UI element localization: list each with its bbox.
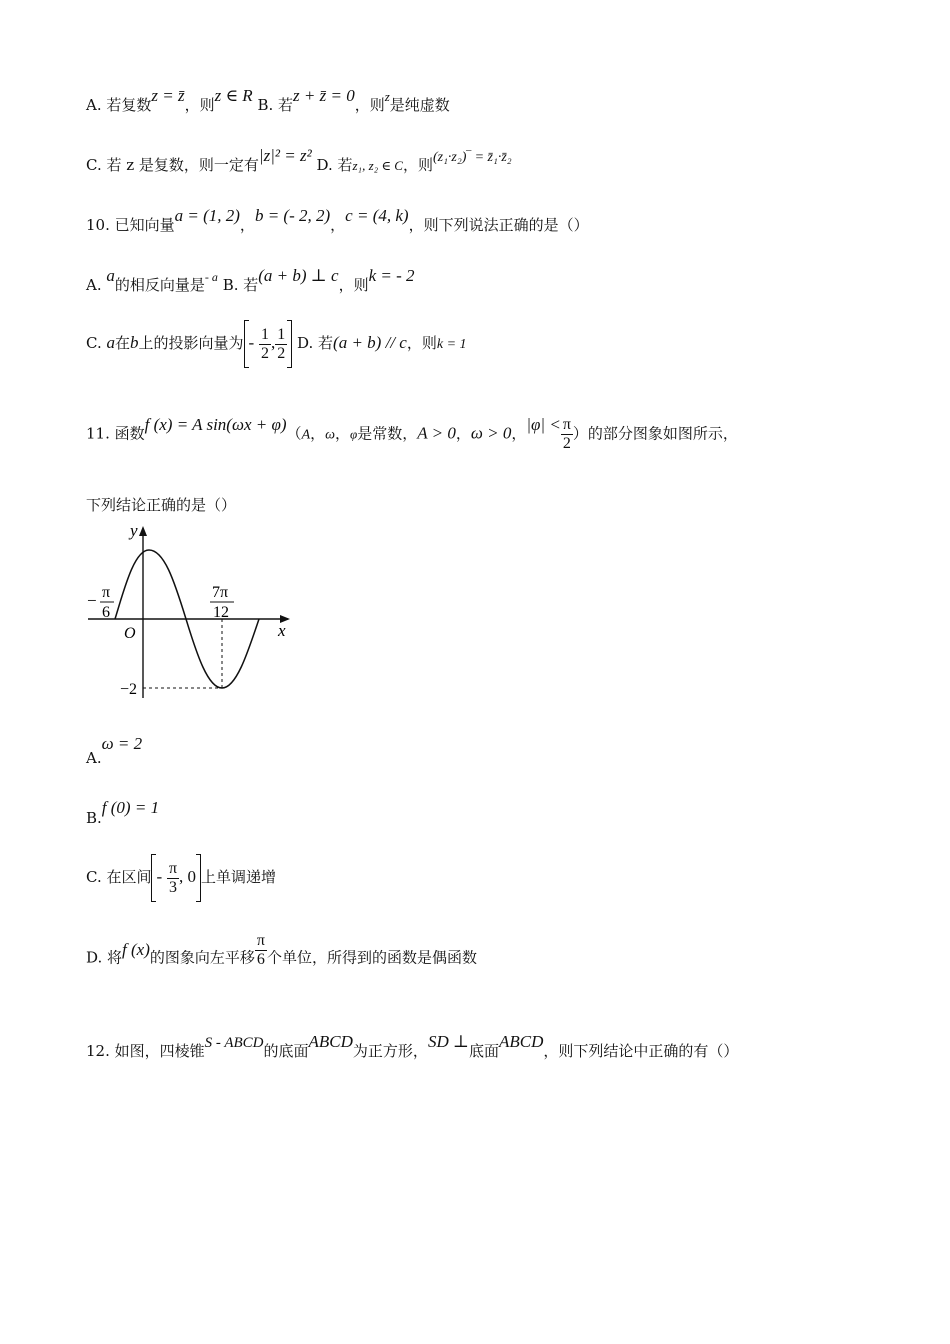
- q11-sep-3: ，: [455, 424, 471, 443]
- q9-d-prefix: D. 若: [316, 156, 353, 174]
- q10-c-frac2-num: 1: [277, 325, 286, 343]
- right-root-den: 12: [213, 604, 229, 621]
- q11-stem-line2: 下列结论正确的是（）: [86, 496, 237, 514]
- q9-b-math1: z + z̄ = 0: [293, 86, 355, 105]
- q10-c-mid1: 在: [115, 334, 131, 352]
- q11-c-prefix: C. 在区间: [86, 868, 152, 886]
- q11-param-omega: ω: [325, 427, 336, 443]
- q10-b-math2: k = - 2: [368, 266, 415, 285]
- q10-a-prefix: A.: [86, 276, 102, 294]
- left-root-num: π: [102, 584, 111, 601]
- q10-d-math2: k = 1: [436, 337, 467, 352]
- q9-a-prefix: A. 若复数: [86, 96, 152, 114]
- q11-cond2: ω > 0: [470, 423, 512, 443]
- q12-math4: ABCD: [498, 1032, 544, 1051]
- q11-cond3-num: π: [562, 416, 571, 433]
- q12-prefix: 12. 如图，四棱锥: [86, 1042, 205, 1060]
- q11-sine-graph: [84, 520, 304, 700]
- q11-a-prefix: A.: [86, 749, 102, 767]
- left-root-minus: −: [87, 591, 97, 610]
- q10-c-prefix: C.: [86, 334, 102, 352]
- q11-sep-1: ，: [310, 424, 326, 443]
- q11-c-den: 3: [168, 878, 177, 896]
- q10-a-math2: - a: [204, 270, 218, 284]
- q10-options-cd: C. a在b上的投影向量为 - $\frac{1}{2}$ , $\frac{1}{2}$ D. 若(a + b) // c，则k = 1: [86, 320, 467, 368]
- q11-paren-open: （: [286, 424, 302, 443]
- q11-c-frac: [167, 860, 179, 897]
- q9-c-math: |z|² = z²: [258, 146, 312, 165]
- q11-stem-suffix: ）的部分图象如图所示，: [572, 424, 738, 443]
- q9-d-math2: (z₁·z₂)‾ = z̄₁·z̄₂: [432, 150, 512, 165]
- q9-b-suffix: 是纯虚数: [389, 96, 450, 114]
- q12-stem: [86, 1032, 739, 1061]
- q11-c-minus: -: [156, 867, 163, 886]
- q12-math1: S - ABCD: [204, 1035, 264, 1051]
- q10-stem-suffix: ，则下列说法正确的是（）: [408, 216, 589, 234]
- q12-text3: 底面: [468, 1042, 499, 1060]
- q10-c-frac1-den: 2: [260, 344, 269, 362]
- q11-option-b: [86, 798, 160, 828]
- q10-c-frac2-den: 2: [277, 344, 286, 362]
- q9-a-sep: ，则: [184, 96, 215, 114]
- q9-b-sep: ，则: [354, 96, 385, 114]
- q11-param-const: 是常数，: [357, 424, 418, 443]
- q11-cond3-den: 2: [562, 435, 571, 452]
- q11-cond3-lhs: |φ| <: [526, 414, 561, 434]
- q10-b-math1: (a + b) ⊥ c: [258, 266, 339, 285]
- q9-options-ab: [86, 86, 450, 115]
- y-axis-label: y: [130, 521, 138, 540]
- q11-sep-4: ，: [511, 424, 527, 443]
- q10-c-math1: a: [106, 333, 115, 352]
- right-root-num: 7π: [212, 584, 229, 601]
- y-axis-arrow-icon: [139, 526, 147, 536]
- q11-d-num: π: [256, 932, 265, 949]
- q11-c-num: π: [168, 859, 178, 877]
- q11-d-suffix: 个单位，所得到的函数是偶函数: [266, 948, 477, 967]
- q10-d-prefix: D. 若: [297, 334, 334, 352]
- q10-c-frac1: [259, 326, 271, 363]
- q11-d-den: 6: [256, 951, 265, 968]
- q10-c-minus: -: [248, 333, 255, 352]
- q10-a-mid: 的相反向量是: [114, 276, 205, 294]
- q11-option-a: [86, 734, 143, 768]
- q10-c-mid2: 上的投影向量为: [138, 334, 244, 352]
- q9-a-math2: z ∈ R: [214, 86, 253, 105]
- q11-c-suffix: 上单调递增: [201, 868, 277, 886]
- q9-b-prefix: B. 若: [257, 96, 294, 114]
- q10-b-sep: ，则: [338, 276, 369, 294]
- q11-cond3-frac: [561, 416, 573, 453]
- q11-func: f (x) = A sin(ωx + φ): [144, 414, 287, 434]
- q11-param-a: A: [301, 427, 311, 443]
- q11-option-c: [86, 854, 276, 902]
- q11-d-prefix: D. 将: [86, 948, 123, 967]
- q10-d-math1: (a + b) // c: [333, 333, 407, 352]
- q10-stem-prefix: 10. 已知向量: [86, 216, 175, 234]
- q10-d-sep: ，则: [406, 334, 437, 352]
- q12-math2: ABCD: [308, 1032, 353, 1051]
- q10-c-frac1-num: 1: [260, 325, 269, 343]
- q10-b-prefix: B. 若: [222, 276, 259, 294]
- q9-b-math2: z: [384, 89, 390, 104]
- q11-d-mid: 的图象向左平移: [149, 948, 255, 967]
- q10-options-ab: [86, 266, 415, 295]
- q9-c-text: C. 若 z 是复数，则一定有: [86, 156, 259, 174]
- q12-text1: 的底面: [263, 1042, 309, 1060]
- q10-c-math2: b: [130, 333, 139, 352]
- q11-d-frac: [255, 932, 267, 969]
- q10-comma-2: ，: [330, 216, 346, 234]
- q10-comma-1: ，: [239, 216, 255, 234]
- q11-cond1: A > 0: [417, 423, 456, 443]
- q9-d-math1: z₁, z₂ ∈ C: [352, 158, 403, 173]
- min-label: −2: [120, 681, 138, 698]
- q11-a-math: ω = 2: [101, 734, 143, 753]
- left-root-den: 6: [102, 604, 110, 621]
- q12-math3: SD ⊥: [427, 1032, 469, 1051]
- origin-label: O: [124, 625, 136, 642]
- q11-stem: [86, 416, 738, 453]
- q11-d-math: f (x): [122, 939, 150, 959]
- q9-options-cd: [86, 146, 512, 175]
- q10-stem: [86, 206, 589, 235]
- q9-a-math1: z = z̄: [151, 86, 185, 105]
- q11-b-prefix: B.: [86, 809, 102, 827]
- q12-suffix: ，则下列结论中正确的有（）: [543, 1042, 739, 1060]
- q10-c-paren-close: [287, 320, 292, 368]
- q10-c-frac2: [275, 326, 287, 363]
- q11-stem-prefix: 11. 函数: [86, 424, 145, 443]
- q9-d-sep: ，则: [402, 156, 433, 174]
- q12-text2: 为正方形，: [352, 1042, 428, 1060]
- q10-vec-c: c = (4, k): [345, 206, 409, 225]
- q11-b-math: f (0) = 1: [101, 798, 160, 817]
- q11-param-phi: φ: [350, 426, 358, 442]
- q10-a-math1: a: [106, 266, 115, 285]
- q11-c-tail: , 0: [179, 867, 197, 886]
- q11-option-d: [86, 932, 477, 977]
- q10-vec-a: a = (1, 2): [174, 206, 240, 225]
- q11-sep-2: ，: [335, 424, 351, 443]
- x-axis-label: x: [278, 621, 286, 640]
- q10-vec-b: b = (- 2, 2): [254, 206, 331, 225]
